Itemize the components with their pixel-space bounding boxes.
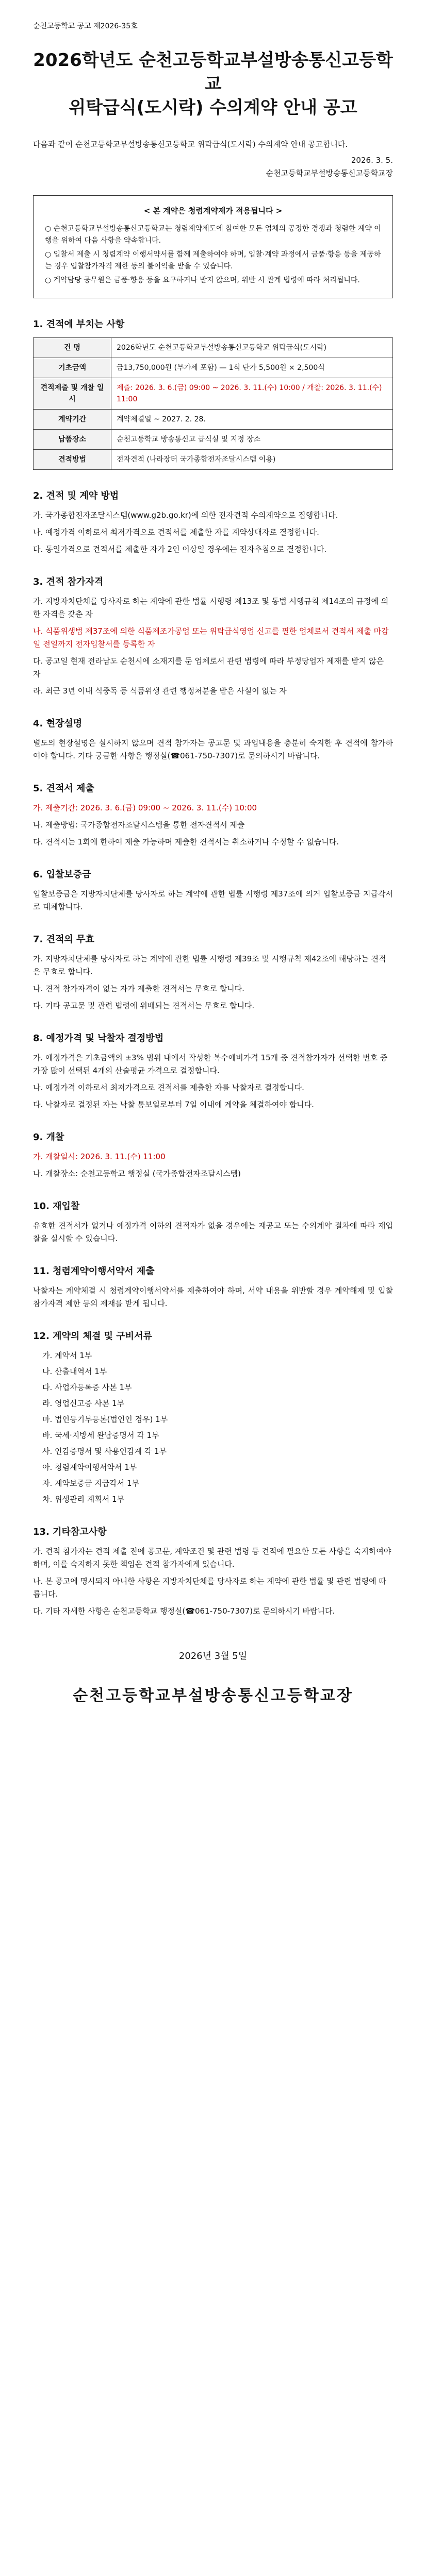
notice-item: ○ 입찰서 제출 시 청렴계약 이행서약서를 함께 제출하여야 하며, 입찰·계약 과정에서 금품·향응 등을 제공하는 경우 입찰참가자격 제한 등의 불이익을 받을 수 있습니다.	[45, 250, 381, 270]
list-item: 다. 기타 공고문 및 관련 법령에 위배되는 견적서는 무효로 합니다.	[33, 1001, 255, 1010]
footer-date: 2026년 3월 5일	[178, 1651, 248, 1662]
section-text: 별도의 현장설명은 실시하지 않으며 견적 참가자는 공고문 및 과업내용을 충분히 숙지한 후 견적에 참가하여야 합니다. 기타 궁금한 사항은 행정실(☎061-750-7307)로 문의하시기 바랍니다.	[33, 738, 393, 760]
section-heading-10: 10. 재입찰	[33, 1201, 80, 1212]
list-item: 나. 본 공고에 명시되지 아니한 사항은 지방자치단체를 당사자로 하는 계약에 관한 법률 및 관련 법령에 따릅니다.	[33, 1577, 386, 1599]
quote-info-table	[33, 337, 393, 470]
list-item: 가. 개찰일시: 2026. 3. 11.(수) 11:00	[33, 1152, 166, 1161]
list-item: 마. 법인등기부등본(법인인 경우) 1부	[42, 1415, 168, 1424]
table-value: 전자견적 (나라장터 국가종합전자조달시스템 이용)	[111, 450, 393, 470]
list-item: 나. 식품위생법 제37조에 의한 식품제조가공업 또는 위탁급식영업 신고를 필한 업체로서 견적서 제출 마감일 전일까지 전자입찰서를 등록한 자	[33, 626, 389, 649]
list-item: 가. 국가종합전자조달시스템(www.g2b.go.kr)에 의한 전자견적 수의계약으로 집행합니다.	[33, 511, 338, 520]
table-row	[34, 378, 393, 410]
document-number: 순천고등학교 공고 제2026-35호	[33, 22, 138, 30]
table-label: 견적제출 및 개찰 일시	[34, 378, 111, 410]
list-item: 자. 계약보증금 지급각서 1부	[42, 1479, 140, 1488]
list-item: 가. 제출기간: 2026. 3. 6.(금) 09:00 ~ 2026. 3. 11.(수) 10:00	[33, 803, 257, 812]
list-item: 다. 사업자등록증 사본 1부	[42, 1383, 132, 1392]
announce-date: 2026. 3. 5.	[351, 156, 393, 165]
integrity-notice-box	[33, 195, 393, 298]
table-value: 계약체결일 ~ 2027. 2. 28.	[111, 410, 393, 430]
table-value: 제출: 2026. 3. 6.(금) 09:00 ~ 2026. 3. 11.(수) 10:00 / 개찰: 2026. 3. 11.(수) 11:00	[111, 378, 393, 410]
list-item: 나. 예정가격 이하로서 최저가격으로 견적서를 제출한 자를 낙찰자로 결정합니다.	[33, 1083, 304, 1092]
list-item: 다. 기타 자세한 사항은 순천고등학교 행정실(☎061-750-7307)로 문의하시기 바랍니다.	[33, 1606, 335, 1616]
list-item: 나. 개찰장소: 순천고등학교 행정실 (국가종합전자조달시스템)	[33, 1169, 241, 1178]
section-heading-9: 9. 개찰	[33, 1132, 64, 1143]
table-row	[34, 410, 393, 430]
section-text: 입찰보증금은 지방자치단체를 당사자로 하는 계약에 관한 법률 시행령 제37조에 의거 입찰보증금 지급각서로 대체합니다.	[33, 889, 393, 911]
section-heading-6: 6. 입찰보증금	[33, 869, 91, 880]
section-heading-2: 2. 견적 및 계약 방법	[33, 490, 119, 501]
list-item: 가. 예정가격은 기초금액의 ±3% 범위 내에서 작성한 복수예비가격 15개 중 견적참가자가 선택한 번호 중 가장 많이 선택된 4개의 산술평균 가격으로 결정합니다.	[33, 1053, 388, 1075]
list-item: 다. 공고일 현재 전라남도 순천시에 소재지를 둔 업체로서 관련 법령에 따라 부정당업자 제재를 받지 않은 자	[33, 656, 384, 679]
issuer: 순천고등학교부설방송통신고등학교장	[266, 168, 393, 178]
section-heading-5: 5. 견적서 제출	[33, 783, 94, 794]
list-item: 다. 동일가격으로 견적서를 제출한 자가 2인 이상일 경우에는 전자추첨으로 결정합니다.	[33, 545, 327, 554]
list-item: 차. 위생관리 계획서 1부	[42, 1495, 125, 1504]
list-item: 바. 국세·지방세 완납증명서 각 1부	[42, 1431, 159, 1440]
list-item: 나. 견적 참가자격이 없는 자가 제출한 견적서는 무효로 합니다.	[33, 984, 244, 993]
list-item: 사. 인감증명서 및 사용인감계 각 1부	[42, 1447, 167, 1456]
section-text: 유효한 견적서가 없거나 예정가격 이하의 견적자가 없을 경우에는 재공고 또는 수의계약 절차에 따라 재입찰을 실시할 수 있습니다.	[33, 1221, 393, 1243]
notice-item: ○ 순천고등학교부설방송통신고등학교는 청렴계약제도에 참여한 모든 업체의 공정한 경쟁과 청렴한 계약 이행을 위하여 다음 사항을 약속합니다.	[45, 225, 381, 245]
notice-title: < 본 계약은 청렴계약제가 적용됩니다 >	[143, 206, 283, 215]
signer-name: 순천고등학교부설방송통신고등학교장	[73, 1687, 353, 1705]
section-text: 낙찰자는 계약체결 시 청렴계약이행서약서를 제출하여야 하며, 서약 내용을 위반할 경우 계약해제 및 입찰참가자격 제한 등의 제재를 받게 됩니다.	[33, 1286, 393, 1308]
section-heading-11: 11. 청렴계약이행서약서 제출	[33, 1266, 155, 1277]
document-title: 2026학년도 순천고등학교부설방송통신고등학교	[33, 50, 393, 94]
table-label: 기초금액	[34, 358, 111, 378]
table-value: 금13,750,000원 (부가세 포함) — 1식 단가 5,500원 × 2,500식	[111, 358, 393, 378]
table-value: 순천고등학교 방송통신고 급식실 및 지정 장소	[111, 430, 393, 450]
table-row	[34, 430, 393, 450]
table-row	[34, 358, 393, 378]
table-label: 견적방법	[34, 450, 111, 470]
section-heading-8: 8. 예정가격 및 낙찰자 결정방법	[33, 1033, 164, 1044]
list-item: 라. 영업신고증 사본 1부	[42, 1399, 125, 1408]
list-item: 가. 계약서 1부	[42, 1351, 92, 1360]
section-heading-1: 1. 견적에 부치는 사항	[33, 319, 125, 330]
table-label: 계약기간	[34, 410, 111, 430]
document-subtitle: 위탁급식(도시락) 수의계약 안내 공고	[69, 97, 357, 118]
list-item: 나. 제출방법: 국가종합전자조달시스템을 통한 전자견적서 제출	[33, 820, 245, 829]
intro-text: 다음과 같이 순천고등학교부설방송통신고등학교 위탁급식(도시락) 수의계약 안내 공고합니다.	[33, 140, 348, 149]
section-heading-12: 12. 계약의 체결 및 구비서류	[33, 1331, 152, 1342]
list-item: 다. 견적서는 1회에 한하여 제출 가능하며 제출한 견적서는 취소하거나 수정할 수 없습니다.	[33, 837, 339, 846]
table-value: 2026학년도 순천고등학교부설방송통신고등학교 위탁급식(도시락)	[111, 338, 393, 358]
section-heading-4: 4. 현장설명	[33, 718, 83, 729]
notice-item: ○ 계약담당 공무원은 금품·향응 등을 요구하거나 받지 않으며, 위반 시 관계 법령에 따라 처리됩니다.	[45, 276, 360, 284]
table-row	[34, 338, 393, 358]
list-item: 다. 낙찰자로 결정된 자는 낙찰 통보일로부터 7일 이내에 계약을 체결하여야 합니다.	[33, 1100, 314, 1109]
table-row	[34, 450, 393, 470]
list-item: 나. 예정가격 이하로서 최저가격으로 견적서를 제출한 자를 계약상대자로 결정합니다.	[33, 528, 319, 537]
list-item: 가. 견적 참가자는 견적 제출 전에 공고문, 계약조건 및 관련 법령 등 견적에 필요한 모든 사항을 숙지하여야 하며, 이를 숙지하지 못한 책임은 견적 참가자에게 있습니다.	[33, 1547, 391, 1569]
list-item: 아. 청렴계약이행서약서 1부	[42, 1463, 137, 1472]
list-item: 가. 지방자치단체를 당사자로 하는 계약에 관한 법률 시행령 제39조 및 시행규칙 제42조에 해당하는 견적은 무효로 합니다.	[33, 954, 386, 976]
table-label: 납품장소	[34, 430, 111, 450]
list-item: 가. 지방자치단체를 당사자로 하는 계약에 관한 법률 시행령 제13조 및 동법 시행규칙 제14조의 규정에 의한 자격을 갖춘 자	[33, 597, 389, 619]
list-item: 라. 최근 3년 이내 식중독 등 식품위생 관련 행정처분을 받은 사실이 없는 자	[33, 686, 287, 696]
section-heading-7: 7. 견적의 무효	[33, 934, 94, 945]
list-item: 나. 산출내역서 1부	[42, 1367, 107, 1376]
section-heading-3: 3. 견적 참가자격	[33, 577, 104, 587]
table-label: 건 명	[34, 338, 111, 358]
section-heading-13: 13. 기타참고사항	[33, 1527, 107, 1537]
